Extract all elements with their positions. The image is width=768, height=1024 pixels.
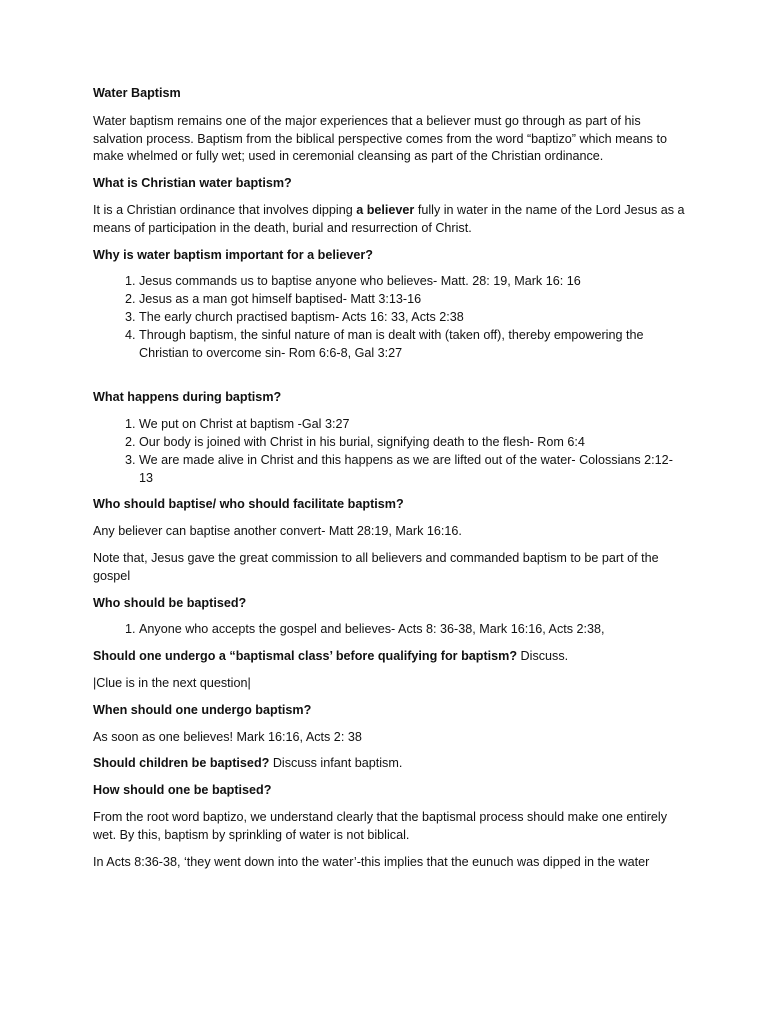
- answer-paragraph: [93, 202, 685, 238]
- question-heading: Who should baptise/ who should facilitate baptism?: [93, 497, 404, 512]
- question-heading: When should one undergo baptism?: [93, 702, 312, 717]
- question-heading: What happens during baptism?: [93, 390, 282, 405]
- question-heading: How should one be baptised?: [93, 783, 272, 798]
- question-heading-bold: Should one undergo a “baptismal class’ before qualifying for baptism?: [93, 649, 518, 664]
- document-title: Water Baptism: [93, 86, 181, 100]
- answer-emphasis: a believer: [356, 202, 415, 217]
- answer-text: fully in water in the name of the Lord Jesus as a means of participation in the death, burial and resurrection of Christ.: [93, 202, 685, 235]
- answer-text: It is a Christian ordinance that involves dipping: [93, 202, 357, 217]
- list-item: 2. Our body is joined with Christ in his burial, signifying death to the flesh- Rom 6:4: [139, 434, 685, 452]
- question-heading: [93, 648, 685, 666]
- numbered-list: [93, 621, 685, 639]
- question-heading: Who should be baptised?: [93, 595, 247, 610]
- list-item: 1. Anyone who accepts the gospel and believes- Acts 8: 36-38, Mark 16:16, Acts 2:38,: [139, 621, 685, 639]
- clue-text: |Clue is in the next question|: [93, 675, 251, 690]
- answer-paragraph: From the root word baptizo, we understand clearly that the baptismal process should make one entirely wet. By this, baptism by sprinkling of water is not biblical.: [93, 809, 668, 842]
- numbered-list: [93, 416, 685, 487]
- list-item: 3. The early church practised baptism- Acts 16: 33, Acts 2:38: [139, 309, 685, 327]
- answer-paragraph: Note that, Jesus gave the great commission to all believers and commanded baptism to be part of the gospel: [93, 550, 659, 583]
- document-body: [93, 85, 685, 880]
- question-heading-normal: Discuss.: [517, 649, 569, 664]
- list-item: 2. Jesus as a man got himself baptised- Matt 3:13-16: [139, 291, 685, 309]
- answer-paragraph: Any believer can baptise another convert- Matt 28:19, Mark 16:16.: [93, 524, 462, 539]
- list-item: 4. Through baptism, the sinful nature of man is dealt with (taken off), thereby empowering the Christian to overcome sin- Rom 6:6-8, Gal 3:27: [139, 327, 685, 363]
- list-item: 3. We are made alive in Christ and this happens as we are lifted out of the water- Colossians 2:12-13: [139, 452, 685, 488]
- numbered-list: [93, 273, 685, 362]
- question-heading: Why is water baptism important for a believer?: [93, 247, 373, 262]
- answer-paragraph: In Acts 8:36-38, ‘they went down into the water’-this implies that the eunuch was dipped in the water: [93, 854, 650, 869]
- list-item: 1. Jesus commands us to baptise anyone who believes- Matt. 28: 19, Mark 16: 16: [139, 273, 685, 291]
- question-heading: What is Christian water baptism?: [93, 176, 292, 191]
- answer-paragraph: As soon as one believes! Mark 16:16, Acts 2: 38: [93, 729, 362, 744]
- question-heading: [93, 755, 685, 773]
- question-heading-normal: Discuss infant baptism.: [269, 756, 403, 771]
- list-item: 1. We put on Christ at baptism -Gal 3:27: [139, 416, 685, 434]
- intro-paragraph: Water baptism remains one of the major experiences that a believer must go through as part of his salvation process. Baptism from the biblical perspective comes from the word “baptizo” which means to make whelmed or fully wet; used in ceremonial cleansing as part of the Christian ordinance.: [93, 113, 667, 164]
- question-heading-bold: Should children be baptised?: [93, 756, 270, 771]
- spacer: [93, 371, 685, 389]
